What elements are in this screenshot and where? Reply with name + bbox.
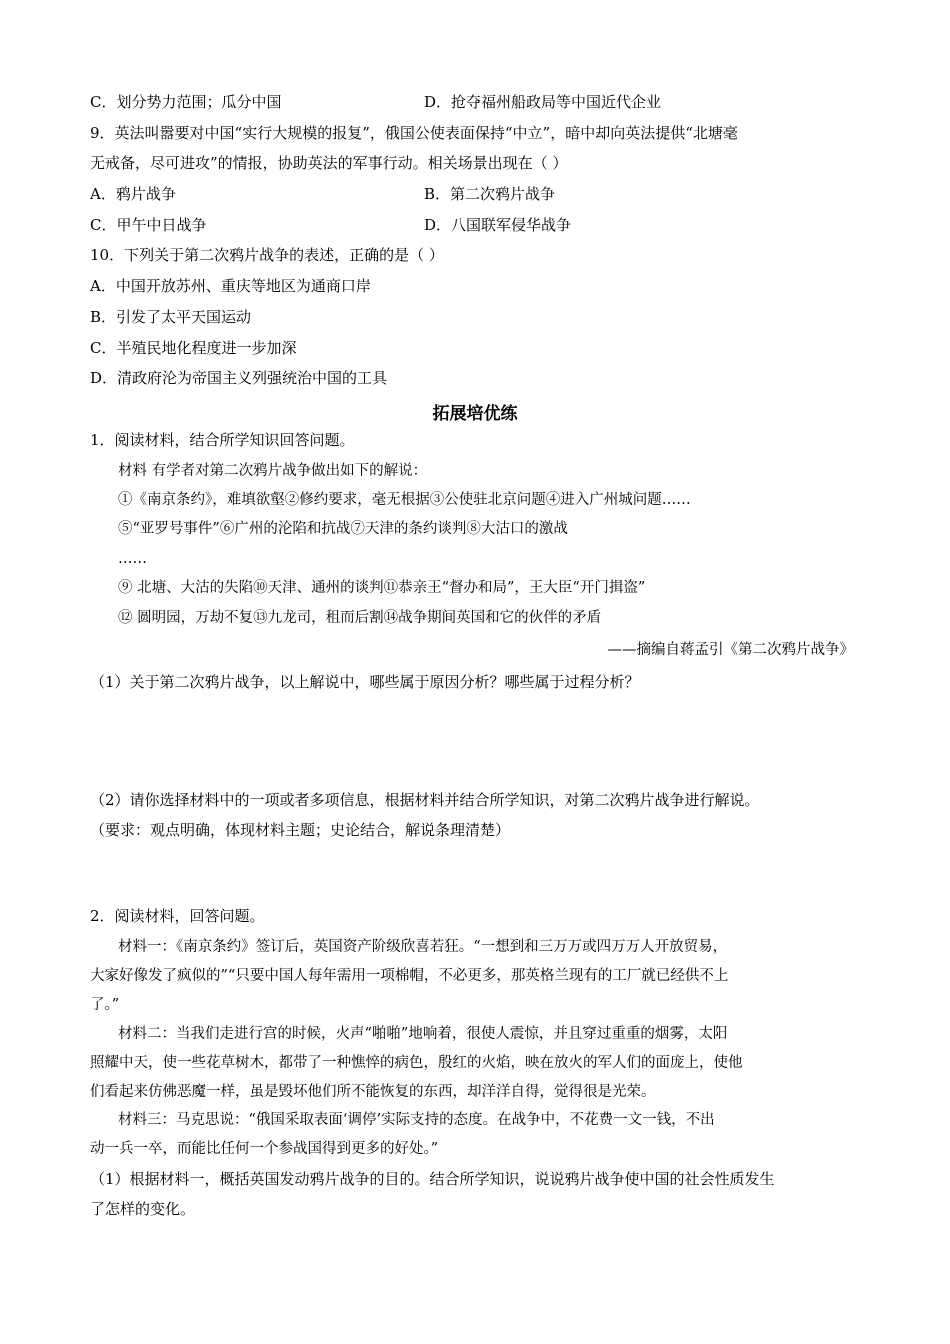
- q9-option-b: B．第二次鸦片战争: [424, 185, 556, 203]
- q9-option-a: A．鸦片战争: [90, 185, 176, 203]
- q8-option-c: C．划分势力范围；瓜分中国: [90, 93, 282, 111]
- q10-option-b: B．引发了太平天国运动: [90, 308, 252, 326]
- q9-option-d: D．八国联军侵华战争: [424, 216, 572, 234]
- q8-option-d: D．抢夺福州船政局等中国近代企业: [424, 93, 662, 111]
- ex1-material-line-1: ①《南京条约》，难填欲壑②修约要求，毫无根据③公使驻北京问题④进入广州城问题……: [118, 492, 691, 508]
- q9-stem-line-1: 9．英法叫嚣要对中国“实行大规模的报复”，俄国公使表面保持“中立”，暗中却向英法提供“北塘毫: [90, 124, 738, 142]
- q10-option-c: C．半殖民地化程度进一步加深: [90, 339, 297, 357]
- ex1-material-source: ——摘编自蒋孟引《第二次鸦片战争》: [607, 642, 854, 658]
- ex2-material-2-line-2: 照耀中天，使一些花草树木，都带了一种憔悴的病色，殷红的火焰，映在放火的军人们的面庞上，使他: [90, 1055, 743, 1071]
- ex2-material-3-line-1: 材料三：马克思说：“俄国采取表面‘调停’实际支持的态度。在战争中，不花费一文一钱，不出: [118, 1112, 715, 1128]
- ex1-subquestion-2-requirement: （要求：观点明确，体现材料主题；史论结合，解说条理清楚）: [90, 821, 511, 839]
- ex2-material-1-line-2: 大家好像发了疯似的”“只要中国人每年需用一项棉帽，不必更多，那英格兰现有的工厂就已经供不上: [90, 968, 729, 984]
- ex2-subquestion-1-line-2: 了怎样的变化。: [90, 1200, 196, 1218]
- section-title: 拓展培优练: [432, 404, 518, 424]
- ex1-material-line-5: ⑫ 圆明园，万劫不复⑬九龙司，租而后割⑭战争期间英国和它的伙伴的矛盾: [118, 610, 602, 626]
- ex1-stem: 1．阅读材料，结合所学知识回答问题。: [90, 431, 355, 449]
- q10-stem: 10．下列关于第二次鸦片战争的表述，正确的是（ ）: [90, 246, 444, 264]
- ex2-material-1-line-1: 材料一：《南京条约》签订后，英国资产阶级欣喜若狂。“一想到和三万万或四万万人开放贸易，: [118, 939, 728, 955]
- ex2-stem: 2．阅读材料，回答问题。: [90, 907, 265, 925]
- ex1-material-line-3: ……: [118, 551, 147, 567]
- ex1-material-line-4: ⑨ 北塘、大沽的失陷⑩天津、通州的谈判⑪恭亲王“督办和局”，王大臣“开门揖盗”: [118, 580, 646, 596]
- ex2-subquestion-1-line-1: （1）根据材料一，概括英国发动鸦片战争的目的。结合所学知识，说说鸦片战争使中国的社会性质发生: [90, 1170, 775, 1188]
- q10-option-a: A．中国开放苏州、重庆等地区为通商口岸: [90, 277, 371, 295]
- q9-stem-line-2: 无戒备，尽可进攻”的情报，协助英法的军事行动。相关场景出现在（ ）: [90, 154, 568, 172]
- ex2-material-3-line-2: 动一兵一卒，而能比任何一个参战国得到更多的好处。”: [90, 1141, 439, 1157]
- ex1-material-intro: 材料 有学者对第二次鸦片战争做出如下的解说：: [118, 463, 428, 479]
- q10-option-d: D．清政府沦为帝国主义列强统治中国的工具: [90, 369, 388, 387]
- ex2-material-1-line-3: 了。”: [90, 997, 120, 1013]
- ex1-material-line-2: ⑤“亚罗号事件”⑥广州的沦陷和抗战⑦天津的条约谈判⑧大沽口的激战: [118, 521, 568, 537]
- ex2-material-2-line-1: 材料二：当我们走进行宫的时候，火声“啪啪”地响着，很使人震惊，并且穿过重重的烟雾，太阳: [118, 1026, 728, 1042]
- ex2-material-2-line-3: 们看起来仿佛恶魔一样，虽是毁坏他们所不能恢复的东西，却洋洋自得，觉得很是光荣。: [90, 1084, 656, 1100]
- ex1-subquestion-2: （2）请你选择材料中的一项或者多项信息，根据材料并结合所学知识，对第二次鸦片战争进行解说。: [90, 791, 760, 809]
- ex1-subquestion-1: （1）关于第二次鸦片战争，以上解说中，哪些属于原因分析？哪些属于过程分析？: [90, 673, 640, 691]
- q9-option-c: C．甲午中日战争: [90, 216, 207, 234]
